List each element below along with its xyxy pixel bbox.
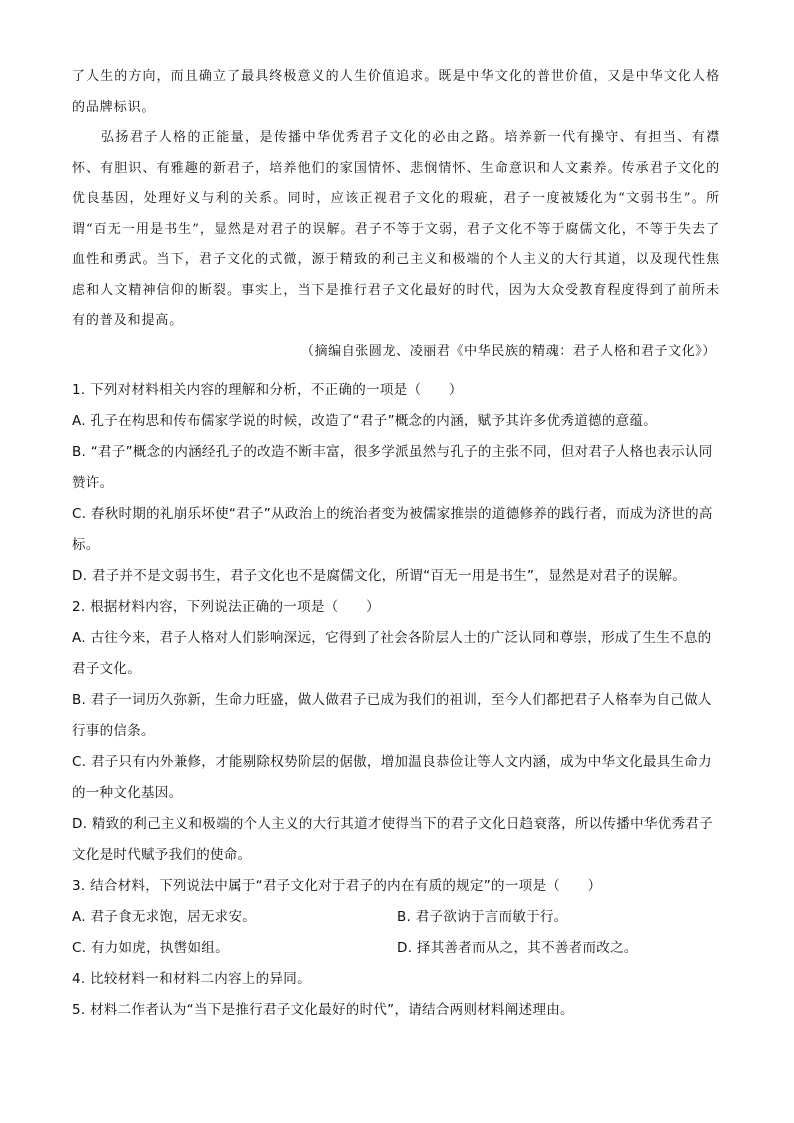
- q1-option-b: B. “君子”概念的内涵经孔子的改造不断丰富，很多学派虽然与孔子的主张不同，但对君子人格也表示认同赞许。: [72, 444, 713, 491]
- q3-options-row-1: [72, 902, 722, 933]
- reading-passage: [72, 62, 720, 337]
- q3-stem: 3. 结合材料，下列说法中属于“君子文化对于君子的内在有质的规定”的一项是（ ）: [72, 878, 602, 894]
- passage-paragraph-1: 了人生的方向，而且确立了最具终极意义的人生价值追求。既是中华文化的普世价值，又是中华文化人格的品牌标识。: [72, 69, 720, 115]
- q2-option-a: A. 古往今来，君子人格对人们影响深远，它得到了社会各阶层人士的广泛认同和尊崇，形成了生生不息的君子文化。: [72, 630, 712, 677]
- passage-source: （摘编自张圆龙、凌丽君《中华民族的精魂：君子人格和君子文化》）: [300, 344, 716, 359]
- q1-option-d: D. 君子并不是文弱书生，君子文化也不是腐儒文化，所谓“百无一用是书生”，显然是对君子的误解。: [72, 568, 687, 584]
- q2-option-b: B. 君子一词历久弥新，生命力旺盛，做人做君子已成为我们的祖训，至今人们都把君子人格奉为自己做人行事的信条。: [72, 692, 712, 739]
- q2-stem: 2. 根据材料内容，下列说法正确的一项是（ ）: [72, 599, 380, 615]
- q1-option-a: A. 孔子在构思和传布儒家学说的时候，改造了“君子”概念的内涵，赋予其许多优秀道德的意蕴。: [72, 413, 658, 429]
- q4-stem: 4. 比较材料一和材料二内容上的异同。: [72, 971, 311, 987]
- q3-option-a: A. 君子食无求饱，居无求安。: [72, 909, 257, 925]
- q3-option-b: B. 君子欲讷于言而敏于行。: [397, 909, 568, 925]
- q3-option-d: D. 择其善者而从之，其不善者而改之。: [397, 940, 638, 956]
- q3-options-row-2: [72, 933, 722, 964]
- q2-option-c: C. 君子只有内外兼修，才能剔除权势阶层的倨傲，增加温良恭俭让等人文内涵，成为中华文化最具生命力的一种文化基因。: [72, 754, 712, 801]
- q5-stem: 5. 材料二作者认为“当下是推行君子文化最好的时代”，请结合两则材料阐述理由。: [72, 1002, 574, 1018]
- q1-stem: 1. 下列对材料相关内容的理解和分析，不正确的一项是（ ）: [72, 382, 463, 398]
- q1-option-c: C. 春秋时期的礼崩乐坏使“君子”从政治上的统治者变为被儒家推崇的道德修养的践行者，而成为济世的高标。: [72, 506, 713, 553]
- passage-paragraph-2: 弘扬君子人格的正能量，是传播中华优秀君子文化的必由之路。培养新一代有操守、有担当、有襟怀、有胆识、有雅趣的新君子，培养他们的家国情怀、悲悯情怀、生命意识和人文素养。传承君子文化的优良基因，处理好义与利的关系。同时，应该正视君子文化的瑕疵，君子一度被矮化为“文弱书生”。所谓“百无一用是书生”，显然是对君子的误解。君子不等于文弱，君子文化不等于腐儒文化，不等于失去了血性和勇武。当下，君子文化的式微，源于精致的利己主义和极端的个人主义的大行其道，以及现代性焦虑和人文精神信仰的断裂。事实上，当下是推行君子文化最好的时代，因为大众受教育程度得到了前所未有的普及和提高。: [72, 130, 720, 328]
- question-section: [72, 375, 722, 1026]
- q3-option-c: C. 有力如虎，执辔如组。: [72, 940, 229, 956]
- q2-option-d: D. 精致的利己主义和极端的个人主义的大行其道才使得当下的君子文化日趋衰落，所以传播中华优秀君子文化是时代赋予我们的使命。: [72, 816, 713, 863]
